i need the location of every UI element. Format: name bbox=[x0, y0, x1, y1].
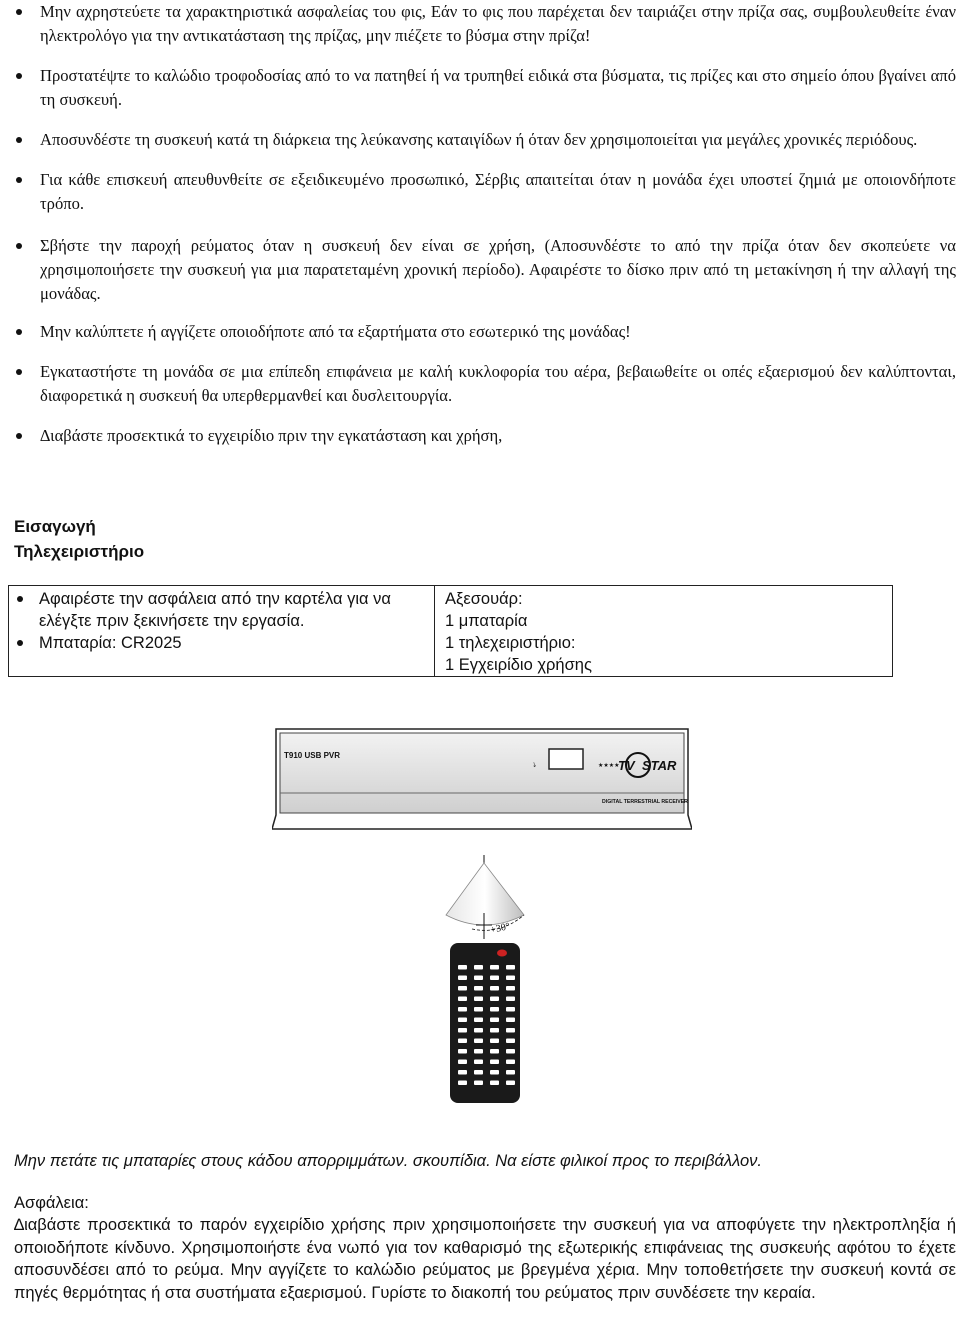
remote-button bbox=[490, 1070, 499, 1075]
remote-button bbox=[506, 1007, 515, 1012]
warning-item bbox=[12, 234, 956, 306]
remote-button bbox=[506, 1049, 515, 1054]
remote-button bbox=[506, 1060, 515, 1065]
battery-disposal-note: Μην πετάτε τις μπαταρίες στους κάδου απορριμμάτων. σκουπίδια. Να είστε φιλικοί προς το περιβάλλον. bbox=[14, 1152, 762, 1170]
usb-icon: ⭏ bbox=[533, 760, 537, 770]
warning-item bbox=[12, 0, 956, 48]
remote-button bbox=[474, 1070, 483, 1075]
remote-button bbox=[458, 1081, 467, 1086]
bullet-icon bbox=[16, 433, 22, 439]
warning-text: Μην αχρηστεύετε τα χαρακτηριστικά ασφαλείας του φις, Εάν το φις που παρέχεται δεν ταιριάζει στην πρίζα σας, συμβουλευθείτε έναν ηλεκτρολόγο για την αντικατάσταση της πρίζας, μην πιέζετε το βύσμα στην πρίζα! bbox=[40, 2, 956, 45]
battery-instruction-text: Αφαιρέστε την ασφάλεια από την καρτέλα για να ελέγξτε πριν ξεκινήσετε την εργασία. bbox=[39, 590, 391, 630]
remote-button bbox=[490, 997, 499, 1002]
remote-button bbox=[490, 1039, 499, 1044]
remote-button bbox=[490, 1049, 499, 1054]
remote-button bbox=[490, 976, 499, 981]
warning-text: Για κάθε επισκευή απευθυνθείτε σε εξειδικευμένο προσωπικό, Σέρβις απαιτείται όταν η μονάδα έχει υποστεί ζημιά με οποιονδήποτε τρόπο. bbox=[40, 170, 956, 213]
bullet-icon bbox=[16, 243, 22, 249]
accessory-line: 1 μπαταρία bbox=[445, 612, 528, 630]
remote-button bbox=[474, 1018, 483, 1023]
remote-button bbox=[474, 1081, 483, 1086]
remote-button bbox=[458, 1070, 467, 1075]
remote-button bbox=[506, 997, 515, 1002]
warning-text: Αποσυνδέστε τη συσκευή κατά τη διάρκεια της λεύκανσης καταιγίδων ή όταν δεν χρησιμοποιείται για μεγάλες χρονικές περιόδους. bbox=[40, 130, 918, 149]
remote-button bbox=[474, 965, 483, 970]
remote-button bbox=[458, 1049, 467, 1054]
remote-button bbox=[490, 1007, 499, 1012]
accessory-line: 1 Εγχειρίδιο χρήσης bbox=[445, 656, 592, 674]
display-window bbox=[549, 749, 583, 769]
remote-button bbox=[490, 965, 499, 970]
warning-text: Εγκαταστήστε τη μονάδα σε μια επίπεδη επιφάνεια με καλή κυκλοφορία του αέρα, βεβαιωθείτε οι οπές εξαερισμού δεν καλύπτονται, διαφορετικά η συσκευή θα υπερθερμανθεί και δυσλειτουργία. bbox=[40, 362, 956, 405]
remote-button bbox=[490, 1081, 499, 1086]
remote-button bbox=[506, 1081, 515, 1086]
remote-control bbox=[450, 943, 520, 1103]
remote-button bbox=[458, 986, 467, 991]
remote-button bbox=[474, 1039, 483, 1044]
remote-button bbox=[458, 1018, 467, 1023]
bullet-icon bbox=[17, 640, 23, 646]
warning-item bbox=[12, 360, 956, 408]
accessories-title: Αξεσουάρ: bbox=[445, 590, 523, 608]
battery-type-text: Μπαταρία: CR2025 bbox=[39, 634, 182, 652]
power-button bbox=[497, 950, 507, 957]
model-label: T910 USB PVR bbox=[284, 751, 341, 760]
brand-star: STAR bbox=[642, 758, 677, 773]
warning-text: Μην καλύπτετε ή αγγίζετε οποιοδήποτε από τα εξαρτήματα στο εσωτερικό της μονάδας! bbox=[40, 322, 631, 341]
remote-button bbox=[490, 1060, 499, 1065]
remote-button bbox=[474, 1060, 483, 1065]
warning-text: Προστατέψτε το καλώδιο τροφοδοσίας από το να πατηθεί ή να τρυπηθεί ειδικά στα βύσματα, τις πρίζες και στο σημείο όπου βγαίνει από τη συσκευή. bbox=[40, 66, 956, 109]
warning-text: ∆ιαβάστε προσεκτικά το εγχειρίδιο πριν την εγκατάσταση και χρήση, bbox=[40, 426, 503, 445]
remote-button bbox=[458, 1007, 467, 1012]
table-list-item bbox=[9, 632, 434, 654]
warning-item bbox=[12, 64, 956, 112]
safety-warnings-list bbox=[12, 0, 956, 448]
remote-button bbox=[458, 976, 467, 981]
remote-button bbox=[474, 1007, 483, 1012]
remote-button bbox=[506, 1070, 515, 1075]
remote-button bbox=[490, 1018, 499, 1023]
svg-text:★★★★: ★★★★ bbox=[598, 762, 620, 769]
remote-heading: Τηλεχειριστήριο bbox=[14, 542, 145, 561]
bullet-icon bbox=[16, 9, 22, 15]
accessory-line: 1 τηλεχειριστήριο: bbox=[445, 634, 576, 652]
remote-button bbox=[458, 997, 467, 1002]
warning-text: Σβήστε την παροχή ρεύματος όταν η συσκευή δεν είναι σε χρήση, (Αποσυνδέστε το από την πρίζα όταν δεν σκοπεύετε να χρησιμοποιήσετε την συσκευή για μια παρατεταμένη χρονική περίοδο). Αφαιρέστε το δίσκο πριν από τη μετακίνηση ή την αλλαγή της μονάδας. bbox=[40, 236, 956, 303]
remote-button bbox=[506, 965, 515, 970]
remote-button bbox=[506, 976, 515, 981]
bullet-icon bbox=[16, 73, 22, 79]
warning-item bbox=[12, 320, 956, 344]
accessories-cell bbox=[435, 586, 892, 676]
battery-accessories-table bbox=[8, 585, 893, 677]
remote-button bbox=[474, 976, 483, 981]
battery-cell bbox=[9, 586, 435, 676]
remote-button bbox=[490, 986, 499, 991]
remote-button bbox=[506, 1028, 515, 1033]
receiver-illustration bbox=[272, 727, 692, 831]
remote-button bbox=[458, 965, 467, 970]
angle-label: +30° bbox=[489, 921, 511, 936]
bullet-icon bbox=[16, 137, 22, 143]
brand-tv: TV bbox=[618, 758, 635, 773]
remote-button bbox=[458, 1028, 467, 1033]
remote-button bbox=[474, 986, 483, 991]
safety-heading: Ασφάλεια: bbox=[14, 1194, 89, 1212]
device-subtitle: DIGITAL TERRESTRIAL RECEIVER bbox=[602, 799, 688, 805]
remote-button bbox=[474, 997, 483, 1002]
warning-item bbox=[12, 168, 956, 216]
signal-cone bbox=[446, 855, 524, 939]
warning-item bbox=[12, 128, 956, 152]
remote-button bbox=[474, 1049, 483, 1054]
remote-illustration bbox=[420, 855, 540, 1105]
remote-button bbox=[474, 1028, 483, 1033]
table-list-item bbox=[9, 588, 434, 632]
remote-button bbox=[490, 1028, 499, 1033]
bullet-icon bbox=[17, 596, 23, 602]
remote-button bbox=[506, 1039, 515, 1044]
remote-button bbox=[506, 986, 515, 991]
remote-button bbox=[458, 1039, 467, 1044]
intro-heading: Εισαγωγή bbox=[14, 517, 96, 536]
bullet-icon bbox=[16, 329, 22, 335]
remote-button bbox=[506, 1018, 515, 1023]
bullet-icon bbox=[16, 369, 22, 375]
remote-button bbox=[458, 1060, 467, 1065]
safety-paragraph: ∆ιαβάστε προσεκτικά το παρόν εγχειρίδιο χρήσης πριν χρησιμοποιήσετε την συσκευή για να αποφύγετε την ηλεκτροπληξία ή οποιοδήποτε κίνδυνο. Χρησιμοποιήστε ένα νωπό για τον καθαρισμό της εξωτερικής επιφάνειας της συσκευής αφότου το έχετε αποσυνδέσει από το ρεύμα. Μην αγγίζετε το καλώδιο ρεύματος με βρεγμένα χέρια. Μην τοποθετήσετε την συσκευή κοντά σε πηγές θερμότητας ή στα συστήματα εξαερισμού. Γυρίστε το διακοπή του ρεύματος πριν συνδέσετε την κεραία. bbox=[14, 1216, 956, 1302]
bullet-icon bbox=[16, 177, 22, 183]
warning-item bbox=[12, 424, 956, 448]
